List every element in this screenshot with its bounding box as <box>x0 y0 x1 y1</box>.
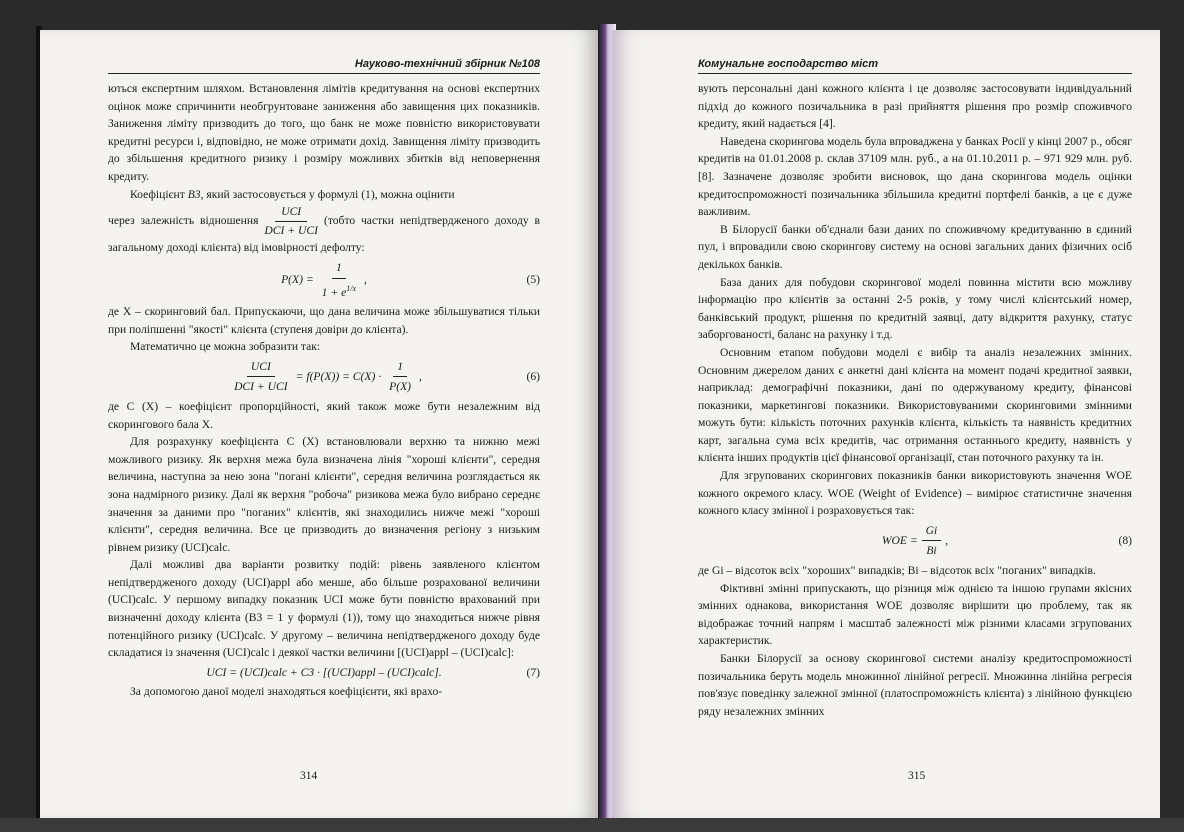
right-paragraph-7: де Gi – відсоток всіх "хороших" випадків; Bi – відсоток всіх "поганих" випадків. <box>698 564 1096 578</box>
right-page-header: Комунальне господарство міст <box>698 58 879 70</box>
equation-number-5: (5) <box>526 273 540 287</box>
left-page <box>40 30 600 820</box>
left-paragraph-3: через залежність відношення $\frac{\text{UCI}}{\text{DCI + UCI}}$ (тобто частки непідтвердженого доходу в загальному доході клієнта) від імовірності дефолту: <box>108 205 540 255</box>
right-paragraph-9: Банки Білорусії за основу скорингової системи аналізу кредитоспроможності позичальника беруть модель множинної лінійної регресії. Множинна лінійна регресія пов'язує поведінку залежної змінної (платоспроможність клієнта) з лінійною функцією ряду незалежних змінних <box>698 652 1132 718</box>
right-header-rule <box>698 73 1132 74</box>
right-page <box>612 30 1160 820</box>
right-page-body <box>698 80 1132 720</box>
right-paragraph-6: Для згрупованих скорингових показників банки використовують значення WOE кожного окремого класу. WOE (Weight of Evidence) – вимірює статистичне значення кожного класу змінної і розраховується так: <box>698 469 1132 518</box>
right-paragraph-8: Фіктивні змінні припускають, що різниця між однією та іншою групами якісних змінних однакова, використання WOE дозволяє вирішити цю проблему, так як відображає точний напрям і масштаб залежності між різними класами згрупованих характеристик. <box>698 581 1132 648</box>
equation-number-6: (6) <box>526 370 540 384</box>
formula-5: P(X) = $\frac{1}{1 + e^{1/x}}$ , (5) <box>281 260 540 299</box>
right-paragraph-3: В Білорусії банки об'єднали бази даних по споживчому кредитуванню в єдиний пул, і впровадили свою скорингову систему на основі загальних даних фізичних осіб декількох банків. <box>698 222 1132 271</box>
left-header-rule <box>108 73 540 74</box>
left-page-body <box>108 80 540 701</box>
formula-6: $\frac{\text{UCI}}{\text{DCI + UCI}}$ = f(P(X)) = C(X) · $\frac{1}{P(X)}$ , (6) <box>234 359 540 394</box>
left-paragraph-6: де C (X) – коефіцієнт пропорційності, який також може бути незалежним від скорингового бала X. <box>108 399 540 431</box>
left-paragraph-4: де X – скоринговий бал. Припускаючи, що дана величина може збільшуватися тільки при поліпшенні "якості" клієнта (ступеня довіри до клієнта). <box>108 304 540 336</box>
right-paragraph-2: Наведена скорингова модель була впроваджена у банках Росії у кінці 2007 р., обсяг кредитів на 01.01.2008 р. склав 37109 млн. руб., а на 01.10.2011 р. – 971 929 млн. руб. [8]. Зазначене дозволяє зробити висновок, що дана скорингова модель оцінки кредитоспроможності позичальника збільшила кредитні портфелі банків, а це є дуже важливим. <box>698 134 1132 219</box>
formula-7: UCI = (UCI)calc + C3 · [(UCI)appl – (UCI)calc]. (7) <box>108 664 540 682</box>
left-paragraph-9: За допомогою даної моделі знаходяться коефіцієнти, які врахо- <box>130 685 443 699</box>
right-paragraph-5: Основним етапом побудови моделі є вибір та аналіз незалежних змінних. Основним джерелом даних є анкетні дані клієнта на момент подачі кредитної заявки, наприклад: демографічні показники, дані по одержуваному кредиту, фінансові показники, маркетингові показники. Використовуваними скоринговими змінними можуть бути: кількість поточних рахунків клієнта, кількість та наявність кредитних карт, загальна сума всіх кредитів, час отримання останнього кредиту, наявність у клієнта інших продуктів цієї фінансової організації, стан поточного рахунку та ін. <box>698 345 1132 465</box>
left-paragraph-5: Математично це можна зобразити так: <box>130 340 321 354</box>
left-paragraph-1: ються експертним шляхом. Встановлення лімітів кредитування на основі експертних оцінок може спричинити необгрунтоване заниження або завищення цих показників. Заниження ліміту призводить до того, що банк не може повністю використовувати кредитні ресурси і, відповідно, не може отримати дохід. Завищення ліміту призводить до збільшення кредитного ризику і розміру можливих збитків від неповернення кредиту. <box>108 82 540 183</box>
formula-8: WOE = $\frac{Gi}{Bi}$ , (8) <box>881 523 1132 558</box>
left-paragraph-2: Коефіцієнт B3, який застосовується у формулі (1), можна оцінити <box>130 187 455 201</box>
ratio-fraction: $\frac{\text{UCI}}{\text{DCI + UCI}}$ <box>264 205 318 237</box>
book-bottom-edge <box>0 818 1184 832</box>
right-paragraph-4: База даних для побудови скорингової моделі повинна містити всю можливу інформацію про клієнтів за останні 2-5 років, у тому числі клієнтський номер, банківський продукт, рішення по кредитній заявці, дату відкриття рахунку, статус заборгованості, баланс на рахунку і т.д. <box>698 275 1132 342</box>
right-page-number: 315 <box>908 770 926 782</box>
left-page-header: Науково-технічний збірник №108 <box>354 58 540 70</box>
equation-number-7: (7) <box>526 665 540 679</box>
left-paragraph-7: Для розрахунку коефіцієнта C (X) встановлювали верхню та нижню межі можливого ризику. Як верхня межа була визначена лінія "хороші клієнти", середня величина, наступна за нею зона "погані клієнти", середня величина розглядається як зона надмірного ризику. Далі як верхня "робоча" ризикова межа було вибрано середнє значення за даними про "поганих" клієнтів, які знаходились нижче межі "хороші клієнти", середня величина. Все це призводить до визначення регіону з низьким рівнем ризику (UCI)calc. <box>108 435 540 554</box>
equation-number-8: (8) <box>1118 534 1132 548</box>
left-paragraph-8: Далі можливі два варіанти розвитку подій: рівень заявленого клієнтом непідтвердженого доходу (UCI)appl або менше, або більше розрахованої величини (UCI)calc. У першому випадку показник UCI може бути повністю врахований при визначенні доходу клієнта (B3 = 1 у формулі (1)), тому що знаходиться нижче рівня потенційного ризику (UCI)calc. У другому – величина непідтвердженого доходу буде складатися із значення (UCI)calc і деякої частки величини [(UCI)appl – (UCI)calc]: <box>108 558 540 660</box>
right-paragraph-1: вують персональні дані кожного клієнта і це дозволяє застосовувати індивідуальний підхід до кожного позичальника в разі прийняття рішення про розмір споживчого кредиту, який надається [4]. <box>698 82 1132 131</box>
left-page-number: 314 <box>300 770 318 782</box>
